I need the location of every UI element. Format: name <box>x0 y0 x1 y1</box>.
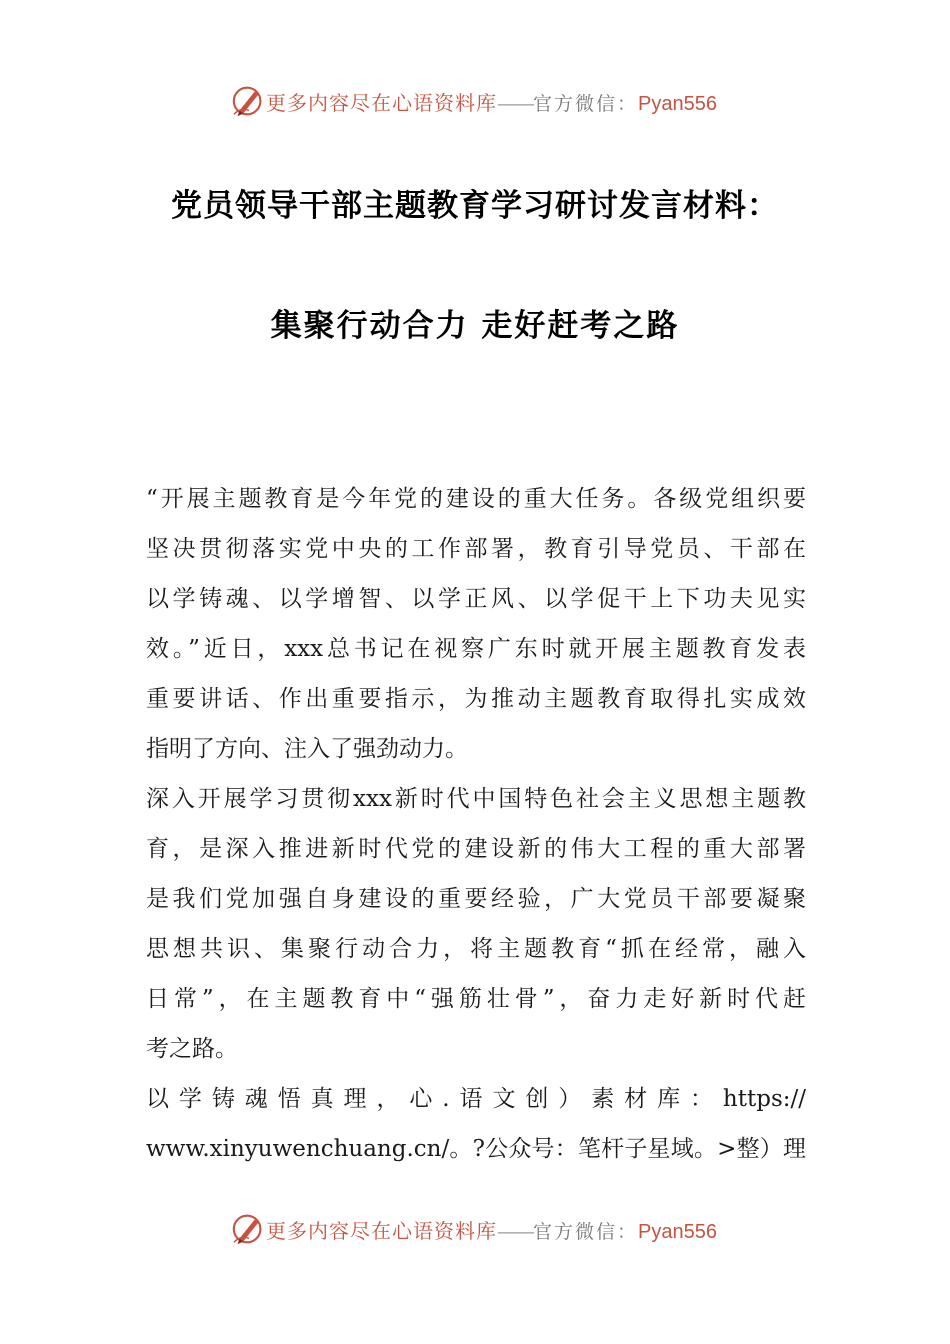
body-line: www.xinyuwenchuang.cn/。?公众号：笔杆子星域。>整）理 <box>146 1136 806 1162</box>
banner-text: 更多内容尽在心语资料库——官方微信：Pyan556 <box>266 1219 717 1243</box>
body-line: 以学铸魂悟真理，心.语文创）素材库：https:// <box>146 1086 806 1112</box>
body-line: 日常”，在主题教育中“强筋壮骨”，奋力走好新时代赶 <box>146 986 806 1012</box>
pen-logo-icon <box>230 1210 268 1248</box>
banner-text: 更多内容尽在心语资料库——官方微信：Pyan556 <box>266 91 717 115</box>
body-line: 深入开展学习贯彻xxx新时代中国特色社会主义思想主题教 <box>146 786 806 812</box>
body-line: 是我们党加强自身建设的重要经验，广大党员干部要凝聚 <box>146 886 806 912</box>
body-line: 指明了方向、注入了强劲动力。 <box>146 736 468 762</box>
body-line: 效。”近日，xxx总书记在视察广东时就开展主题教育发表 <box>146 636 806 662</box>
pen-logo-icon <box>230 82 268 120</box>
document-title: 党员领导干部主题教育学习研讨发言材料： <box>171 188 779 224</box>
watermark-banner-bottom <box>0 1210 950 1250</box>
body-line: 重要讲话、作出重要指示，为推动主题教育取得扎实成效 <box>146 686 806 712</box>
body-line: “开展主题教育是今年党的建设的重大任务。各级党组织要 <box>146 486 806 512</box>
body-line: 育，是深入推进新时代党的建设新的伟大工程的重大部署 <box>146 836 806 862</box>
body-line: 坚决贯彻落实党中央的工作部署，教育引导党员、干部在 <box>146 536 806 562</box>
body-line: 思想共识、集聚行动合力，将主题教育“抓在经常，融入 <box>146 936 806 962</box>
document-body <box>146 474 806 1174</box>
document-subtitle: 集聚行动合力 走好赶考之路 <box>270 308 680 344</box>
body-line: 以学铸魂、以学增智、以学正风、以学促干上下功夫见实 <box>146 586 806 612</box>
watermark-banner-top <box>0 82 950 122</box>
body-line: 考之路。 <box>146 1036 238 1062</box>
